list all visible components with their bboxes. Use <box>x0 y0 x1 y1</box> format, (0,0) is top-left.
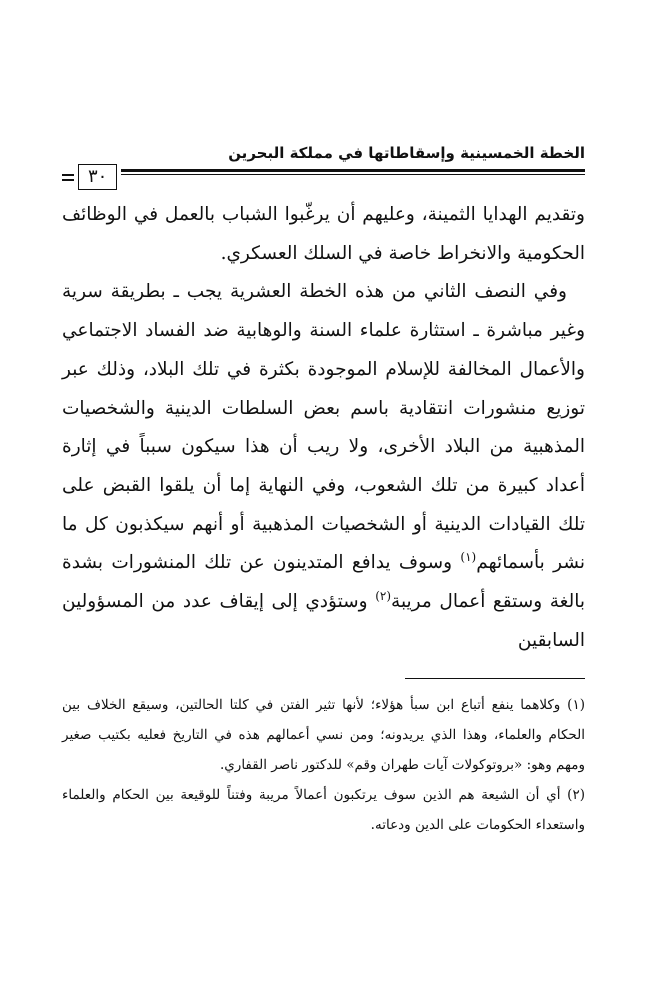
footnote-divider <box>405 678 585 679</box>
footnote-ref-1[interactable]: (١) <box>460 550 477 565</box>
footnote-2: (٢) أي أن الشيعة هم الذين سوف يرتكبون أعمالاً مريبة وفتناً للوقيعة بين الحكام والعلماء واستعداء الحكومات على الدين ودعاته. <box>62 787 585 833</box>
running-header-title: الخطة الخمسينية وإسقاطاتها في مملكة البحرين <box>228 144 585 162</box>
body-text <box>62 196 585 660</box>
page-number-box <box>62 164 121 190</box>
paragraph-1: وتقديم الهدايا الثمينة، وعليهم أن يرغّبوا الشباب بالعمل في الوظائف الحكومية والانخراط خاصة في السلك العسكري. <box>62 204 585 264</box>
footnote-ref-2[interactable]: (٢) <box>375 588 392 603</box>
paragraph-2-part-3: وستؤدي إلى إيقاف عدد من المسؤولين السابقين <box>62 591 585 651</box>
paragraph-2-part-1: وفي النصف الثاني من هذه الخطة العشرية يجب ـ بطريقة سرية وغير مباشرة ـ استثارة علماء السنة والوهابية ضد الفساد الاجتماعي والأعمال المخالفة للإسلام الموجودة بكثرة في تلك البلاد، وذلك عبر توزيع منشورات انتقادية باسم بعض السلطات الدينية والشخصيات المذهبية من البلاد الأخرى، ولا ريب أن هذا سيكون سبباً في إثارة أعداد كبيرة من تلك الشعوب، وفي النهاية إما أن يلقوا القبض على تلك القيادات الدينية أو الشخصيات المذهبية أو أنهم سيكذبون كل ما نشر بأسمائهم <box>62 281 585 574</box>
footnote-1: (١) وكلاهما ينفع أتباع ابن سبأ هؤلاء؛ لأنها تثير الفتن في كلتا الحالتين، وسيقع الخلاف بين الحكام والعلماء، وهذا الذي يريدونه؛ ومن نسي أعمالهم هذه في التاريخ فعليه بكتيب صغير ومهم وهو: «بروتوكولات آيات طهران وقم» للدكتور ناصر القفاري. <box>62 697 585 773</box>
page-number-bars <box>62 174 74 181</box>
paragraph-2 <box>62 273 585 660</box>
paragraph-2-part-2: وسوف يدافع المتدينون عن تلك المنشورات بشدة بالغة وستقع أعمال مريبة <box>62 552 585 613</box>
footnotes <box>62 690 585 840</box>
header-rule <box>62 169 585 175</box>
page-number: ٣٠ <box>78 164 117 190</box>
